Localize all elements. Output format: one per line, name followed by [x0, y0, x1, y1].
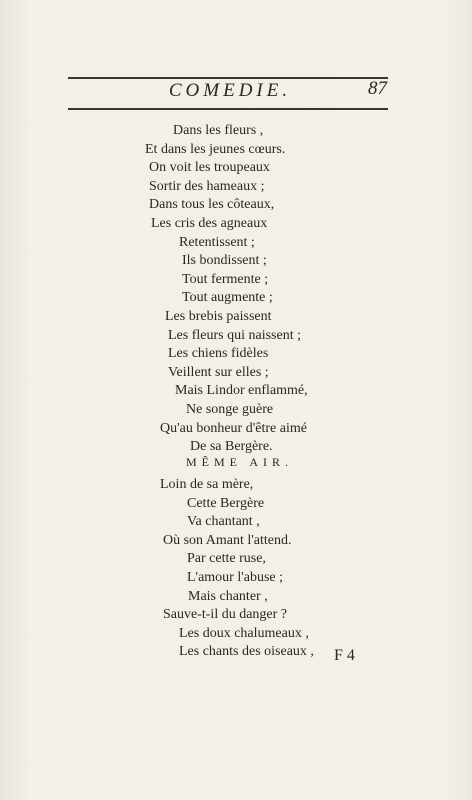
verse-line: Où son Amant l'attend. [163, 532, 292, 548]
verse-line: Les doux chalumeaux , [179, 625, 309, 641]
verse-line: Dans tous les côteaux, [149, 197, 275, 213]
verse-line: Les fleurs qui naissent ; [168, 327, 301, 343]
verse-line: Va chantant , [187, 514, 260, 530]
verse-line: De sa Bergère. [190, 439, 273, 455]
verse-line: L'amour l'abuse ; [187, 570, 284, 585]
verse-line: Qu'au bonheur d'être aimé [160, 420, 307, 436]
verse-line: Les chiens fidèles [168, 346, 269, 362]
verse-line: Mais Lindor enflammé, [175, 383, 308, 399]
verse-line: Les chants des oiseaux , [179, 644, 314, 660]
verse-line: Et dans les jeunes cœurs. [145, 141, 286, 157]
verse-line: On voit les troupeaux [149, 160, 270, 176]
verse-line: Tout augmente ; [182, 290, 273, 306]
verse-line: Les brebis paissent [165, 309, 272, 324]
verse-line: Par cette ruse, [187, 551, 266, 567]
verse-line: Ils bondissent ; [182, 253, 267, 269]
verse-line: Veillent sur elles ; [168, 364, 269, 380]
verse-line: Sauve-t-il du danger ? [163, 607, 288, 623]
signature-mark: F 4 [334, 647, 355, 664]
verse-line: Mais chanter , [188, 588, 268, 604]
verse-line: Cette Bergère [187, 495, 265, 511]
verse-line: Les cris des agneaux [151, 216, 268, 231]
verse-line: Tout fermente ; [182, 271, 269, 287]
verse-line: Dans les fleurs , [173, 123, 264, 138]
verse-line: Sortir des hameaux ; [149, 178, 265, 194]
air-heading: MÊME AIR. [186, 455, 294, 469]
verse-line: Ne songe guère [186, 402, 274, 417]
header-rule-top [68, 77, 388, 79]
running-title: COMEDIE. [168, 80, 292, 101]
header-rule-bottom [68, 108, 388, 110]
page-number: 87 [368, 78, 387, 99]
verse-line: Loin de sa mère, [160, 477, 254, 492]
verse-line: Retentissent ; [179, 234, 255, 250]
